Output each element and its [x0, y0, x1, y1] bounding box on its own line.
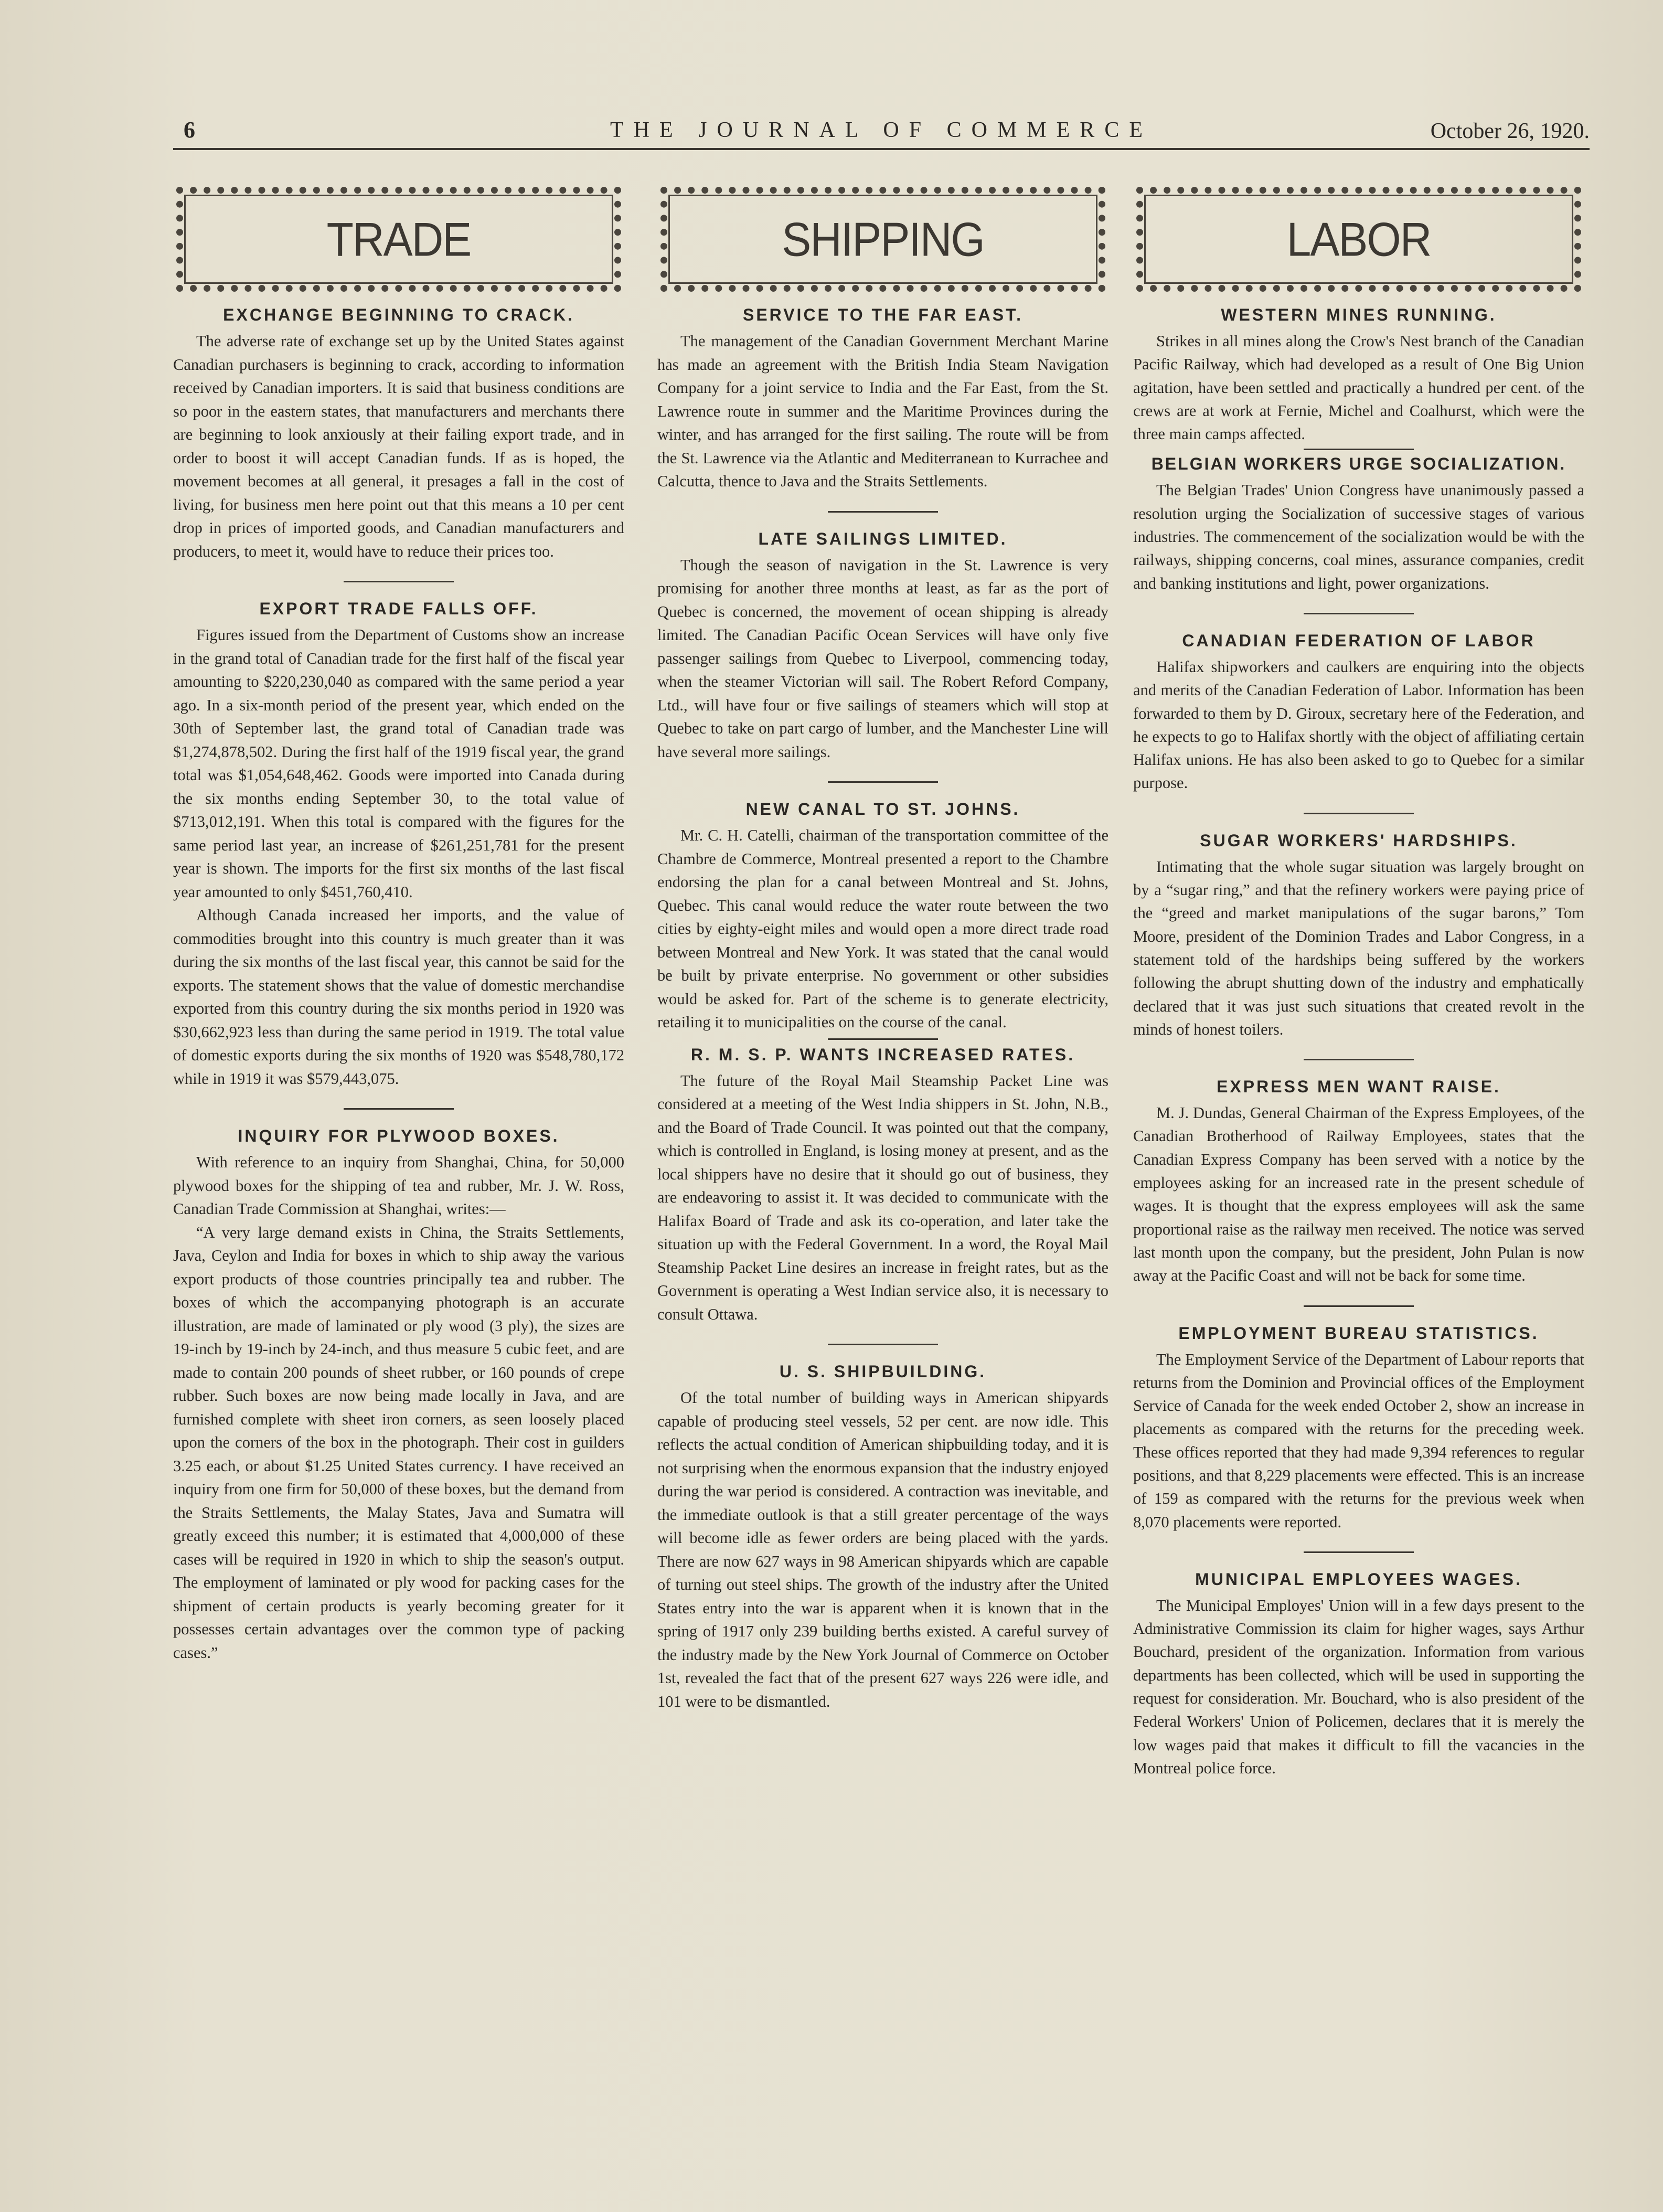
article-divider — [1304, 449, 1414, 450]
article-heading: U. S. SHIPBUILDING. — [779, 1362, 987, 1381]
article-us-shipbuilding — [657, 1361, 1108, 1713]
article-exchange — [173, 304, 624, 563]
article-paragraph: Though the season of navigation in the St. Lawrence is very promising for another three months at least, as far as the port of Quebec is concerned, the movement of ocean shipping is already limited. The Canadian Pacific Ocean Services will have only five passenger sailings from Quebec to Liverpool, commencing today, when the steamer Victorian will sail. The Robert Reford Company, Ltd., will have four or five sailings of steamers which will stop at Quebec to take on part cargo of lumber, and the Manchester Line will have several more sailings. — [657, 556, 1108, 761]
article-express-men — [1133, 1076, 1584, 1287]
column-labor — [1133, 185, 1584, 1780]
page-number: 6 — [184, 117, 195, 143]
article-canadian-federation — [1133, 630, 1584, 795]
article-belgian-workers — [1133, 453, 1584, 594]
article-western-mines — [1133, 304, 1584, 445]
article-divider — [1304, 813, 1414, 814]
article-heading: WESTERN MINES RUNNING. — [1221, 305, 1497, 324]
article-heading: MUNICIPAL EMPLOYEES WAGES. — [1195, 1569, 1522, 1589]
article-paragraph: Halifax shipworkers and caulkers are enquiring into the objects and merits of the Canadian Federation of Labor. Information has been forwarded to them by D. Giroux, secretary here of the Federation, and he expects to go to Halifax shortly with the object of affiliating certain Halifax unions. He has also been asked to go to Quebec for a similar purpose. — [1133, 657, 1584, 792]
article-heading: BELGIAN WORKERS URGE SOCIALIZATION. — [1151, 454, 1566, 474]
article-divider — [828, 511, 938, 513]
article-paragraph: The Belgian Trades' Union Congress have unanimously passed a resolution urging the Socialization of successive stages of various industries. The commencement of the socialization would be with the railways, shipping concerns, coal mines, assurance companies, credit and banking institutions and light, power organizations. — [1133, 481, 1584, 592]
article-heading: LATE SAILINGS LIMITED. — [758, 529, 1008, 548]
article-heading: CANADIAN FEDERATION OF LABOR — [1182, 631, 1536, 650]
article-heading: EXCHANGE BEGINNING TO CRACK. — [223, 305, 574, 324]
page-header — [173, 116, 1590, 150]
article-divider — [1304, 1059, 1414, 1060]
article-paragraph: The Employment Service of the Department of Labour reports that returns from the Dominion and Provincial offices of the Employment Service of Canada for the week ended October 2, show an increase in placements as compared with the returns for the preceding week. These offices reported that they had made 9,394 references to regular positions, and that 8,229 placements were effected. This is an increase of 159 as compared with the returns for the previous week when 8,070 placements were reported. — [1133, 1350, 1584, 1531]
article-paragraph: Although Canada increased her imports, and the value of commodities brought into this country is much greater than it was during the six months of the last fiscal year, this cannot be said for the exports. The statement shows that the value of domestic merchandise exported from this country during the six months period in 1920 was $30,662,923 less than during the same period in 1919. The total value of domestic exports during the six months of 1920 was $548,780,172 while in 1919 it was $579,443,075. — [173, 906, 624, 1088]
article-heading: R. M. S. P. WANTS INCREASED RATES. — [690, 1045, 1075, 1064]
article-paragraph: The Municipal Employes' Union will in a few days present to the Administrative Commission its claim for higher wages, says Arthur Bouchard, president of the organization. Information from various departments has been collected, which will be used in supporting the request for consideration. Mr. Bouchard, who is also president of the Federal Workers' Union of Policemen, declares that it is merely the low wages paid that makes it difficult to fill the vacancies in the Montreal police force. — [1133, 1596, 1584, 1777]
issue-date: October 26, 1920. — [1430, 119, 1590, 143]
article-municipal-employees — [1133, 1569, 1584, 1780]
article-heading: SERVICE TO THE FAR EAST. — [742, 305, 1023, 324]
article-plywood — [173, 1125, 624, 1664]
article-divider — [1304, 613, 1414, 614]
article-late-sailings — [657, 528, 1108, 764]
article-paragraph: The management of the Canadian Government Merchant Marine has made an agreement with the British India Steam Navigation Company for a joint service to India and the Far East, from the St. Lawrence route in summer and the Maritime Provinces during the winter, and has arranged for the first sailing. The route will be from the St. Lawrence via the Atlantic and Mediterranean to Kurrachee and Calcutta, thence to Java and the Straits Settlements. — [657, 332, 1108, 490]
article-divider — [344, 581, 454, 582]
section-title: LABOR — [1286, 212, 1431, 266]
article-paragraph: The adverse rate of exchange set up by the United States against Canadian purchasers is beginning to crack, according to information received by Canadian importers. It is said that business conditions are so poor in the eastern states, that manufacturers and merchants there are beginning to look anxiously at their failing export trade, and in order to boost it will accept Canadian funds. If as is hoped, the movement becomes at all general, it presages a fall in the cost of living, for business men here point out that this means a 10 per cent drop in prices of imported goods, and Canadian manufacturers and producers, to meet it, would have to reduce their prices too. — [173, 332, 624, 560]
section-title: SHIPPING — [782, 212, 984, 266]
article-divider — [828, 781, 938, 783]
article-heading: NEW CANAL TO ST. JOHNS. — [745, 800, 1020, 818]
article-paragraph: “A very large demand exists in China, the Straits Settlements, Java, Ceylon and India for boxes in which to ship away the various export products of those countries principally tea and rubber. The boxes of which the accompanying photograph is an accurate illustration, are made of laminated or ply wood (3 ply), the sizes are 19-inch by 19-inch by 24-inch, and thus measure 5 cubic feet, and are made to contain 200 pounds of sheet rubber, or 160 pounds of crepe rubber. Such boxes are now being made locally in Java, and are furnished complete with sheet iron corners, as seen loosely placed upon the corners of the box in the photograph. Their cost in guilders 3.25 each, or about $1.25 United States currency. I have received an inquiry from one firm for 50,000 of these boxes, but the demand from the Straits Settlements, the Malay States, Java and Sumatra will greatly exceed this number; it is estimated that 4,000,000 of these cases will be required in 1920 in which to ship the season's output. The employment of laminated or ply wood for packing cases for the shipment of certain products is yearly becoming greater for it possesses certain advantages over the common type of packing cases.” — [173, 1223, 624, 1662]
article-rmsp — [657, 1044, 1108, 1326]
section-title: TRADE — [326, 212, 471, 266]
article-divider — [828, 1344, 938, 1345]
article-divider — [828, 1038, 938, 1040]
article-heading: EMPLOYMENT BUREAU STATISTICS. — [1178, 1323, 1539, 1343]
article-paragraph: Intimating that the whole sugar situation was largely brought on by a “sugar ring,” and that the refinery workers were paying price of the “greed and market manipulations of the sugar barons,” Tom Moore, president of the Dominion Trades and Labor Congress, in a statement told of the hardships being suffered by the workers following the abrupt shutting down of the industry and emphatically declared that it was just such situations that created revolt in the minds of honest toilers. — [1133, 857, 1584, 1038]
article-export-trade — [173, 598, 624, 1090]
column-shipping — [657, 185, 1108, 1713]
article-paragraph: Figures issued from the Department of Customs show an increase in the grand total of Canadian trade for the first half of the fiscal year amounting to $220,230,040 as compared with the same period a year ago. In a six-month period of the present year, which ended on the 30th of September last, the grand total of Canadian trade was $1,274,878,502. During the first half of the 1919 fiscal year, the grand total was $1,054,648,462. Goods were imported into Canada during the six months ending September 30, to the total value of $713,012,191. When this total is compared with the figures for the same period last year, an increase of $261,251,781 for the present year is shown. The imports for the first six months of the last fiscal year amounted to only $451,760,410. — [173, 626, 624, 901]
article-sugar-workers — [1133, 830, 1584, 1041]
article-divider — [344, 1108, 454, 1110]
column-trade — [173, 185, 624, 1664]
article-paragraph: The future of the Royal Mail Steamship Packet Line was considered at a meeting of the West India shippers in St. John, N.B., and the Board of Trade Council. It was pointed out that the company, which is controlled in England, is losing money at present, and as the local shippers have no desire that it should go out of business, they are endeavoring to assist it. It was decided to communicate with the Halifax Board of Trade and ask its co-operation, and later take the situation up with the Federal Government. In a word, the Royal Mail Steamship Packet Line desires an increase in freight rates, but as the Government is operating a West Indian service also, it is necessary to consult Ottawa. — [657, 1071, 1108, 1323]
article-heading: EXPRESS MEN WANT RAISE. — [1217, 1077, 1501, 1097]
article-paragraph: With reference to an inquiry from Shanghai, China, for 50,000 plywood boxes for the shipping of tea and rubber, Mr. J. W. Ross, Canadian Trade Commission at Shanghai, writes:— — [173, 1153, 624, 1218]
article-heading: EXPORT TRADE FALLS OFF. — [259, 599, 538, 618]
section-banner-shipping — [660, 187, 1105, 292]
article-paragraph: Of the total number of building ways in American shipyards capable of producing steel vessels, 52 per cent. are now idle. This reflects the actual condition of American shipbuilding today, and it is not surprising when the enormous expansion that the industry enjoyed during the war period is considered. A contraction was inevitable, and the immediate outlook is that a still greater percentage of the ways will become idle as fewer orders are being placed with the yards. There are now 627 ways in 98 American shipyards which are capable of turning out steel ships. The growth of the industry after the United States entry into the war is apparent when it is known that in the spring of 1917 only 239 building berths existed. A careful survey of the industry made by the New York Journal of Commerce on October 1st, revealed the fact that of the present 627 ways 226 were idle, and 101 were to be dismantled. — [657, 1389, 1108, 1710]
article-paragraph: Mr. C. H. Catelli, chairman of the transportation committee of the Chambre de Commerce, Montreal presented a report to the Chambre endorsing the plan for a canal between Montreal and St. Johns, Quebec. This canal would reduce the water route between the two cities by eighty-eight miles and would open a more direct trade road between Montreal and New York. It was stated that the canal would be built by private enterprise. No government or other subsidies would be asked for. Part of the scheme is to generate electricity, retailing it to municipalities on the course of the canal. — [657, 826, 1108, 1031]
article-heading: SUGAR WORKERS' HARDSHIPS. — [1200, 831, 1518, 850]
article-new-canal — [657, 799, 1108, 1034]
article-employment-bureau — [1133, 1323, 1584, 1534]
article-divider — [1304, 1551, 1414, 1553]
article-divider — [1304, 1305, 1414, 1307]
section-banner-labor — [1136, 187, 1581, 292]
masthead: THE JOURNAL OF COMMERCE — [610, 118, 1153, 142]
section-banner-trade — [176, 187, 621, 292]
article-far-east — [657, 304, 1108, 493]
article-paragraph: M. J. Dundas, General Chairman of the Express Employees, of the Canadian Brotherhood of Railway Employees, states that the Canadian Express Company has been served with a notice by the employees asking for an increased rate in the present schedule of wages. It is thought that the express employees will ask the same proportional raise as the railway men received. The notice was served last month upon the company, but the president, John Pulan is now away at the Pacific Coast and will not be back for some time. — [1133, 1104, 1584, 1285]
article-heading: INQUIRY FOR PLYWOOD BOXES. — [238, 1126, 560, 1145]
article-paragraph: Strikes in all mines along the Crow's Nest branch of the Canadian Pacific Railway, which had developed as a result of One Big Union agitation, have been settled and practically a hundred per cent. of the crews are at work at Fernie, Michel and Coalhurst, which were the three main camps affected. — [1133, 332, 1584, 443]
